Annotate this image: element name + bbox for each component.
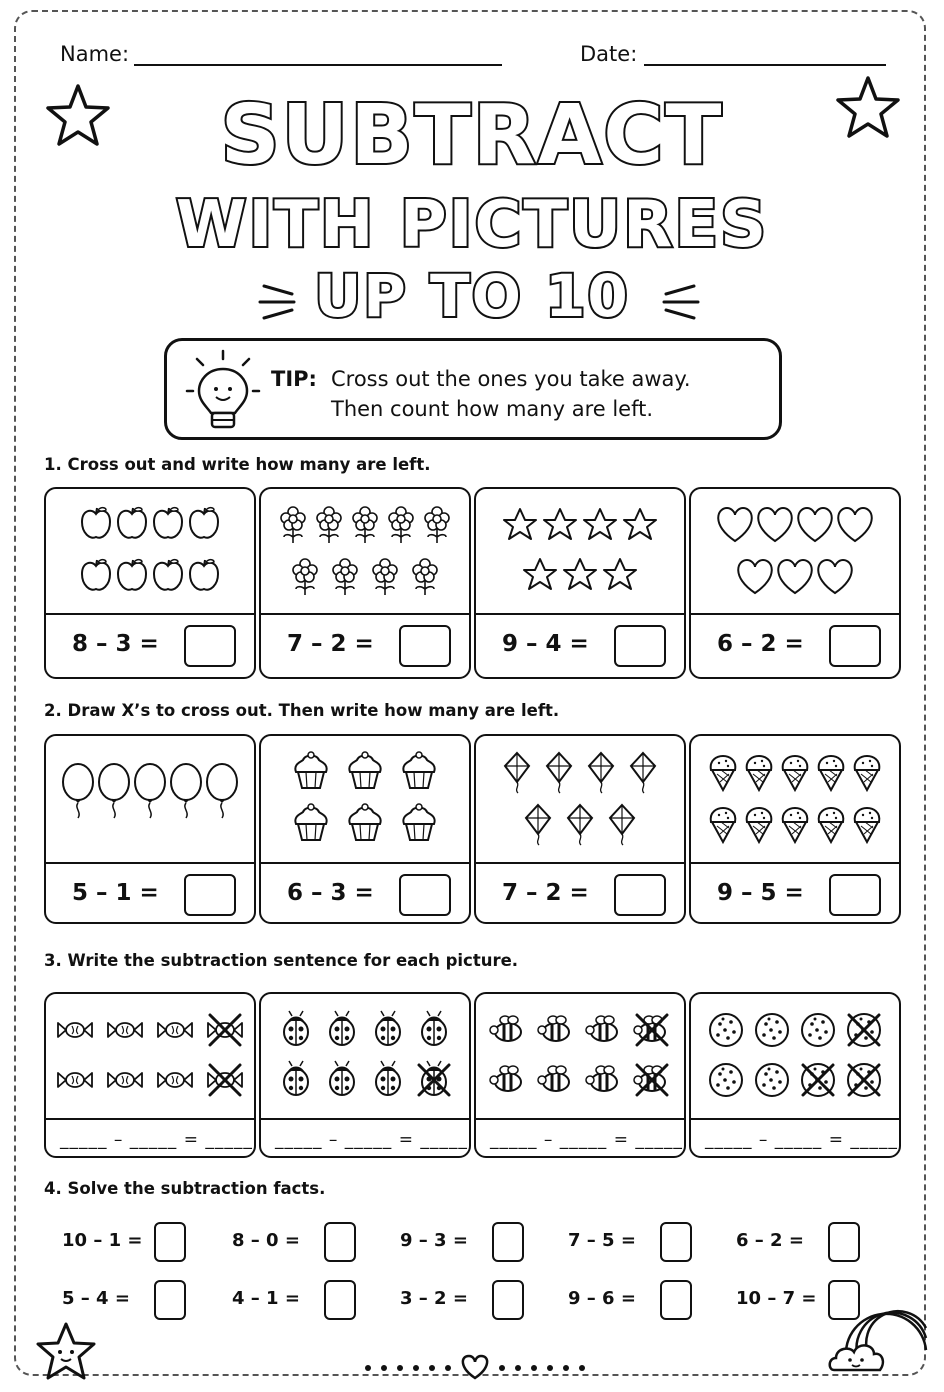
fact-answer-box[interactable]: [154, 1280, 186, 1320]
fact-answer-box[interactable]: [660, 1280, 692, 1320]
cupcake-icon: [403, 804, 434, 840]
candy-icon: [208, 1065, 242, 1095]
problem-card: [474, 734, 686, 924]
equation-text: 8 – 3 =: [72, 631, 159, 657]
problem-card: [259, 487, 471, 679]
answer-box[interactable]: [829, 625, 881, 667]
cupcake-icon: [295, 752, 326, 788]
problem-card: [44, 487, 256, 679]
fact-answer-box[interactable]: [154, 1222, 186, 1262]
cookie-icon: [710, 1014, 742, 1046]
problem-card: [44, 734, 256, 924]
apple-icon: [154, 508, 182, 538]
problem-card: [474, 992, 686, 1158]
candy-icon: [58, 1073, 92, 1087]
tip-box: [164, 338, 782, 440]
ladybug-icon: [422, 1011, 446, 1045]
bee-icon: [586, 1016, 617, 1041]
balloon-icon: [171, 764, 201, 818]
star-icon: [624, 509, 656, 539]
flower-icon: [389, 507, 413, 543]
problem-card: [689, 487, 901, 679]
picture-group[interactable]: [476, 736, 684, 862]
picture-group[interactable]: [476, 994, 684, 1118]
answer-box[interactable]: [184, 625, 236, 667]
candy-icon: [208, 1015, 242, 1045]
balloon-icon: [207, 764, 237, 818]
problem-card: [259, 734, 471, 924]
fact-answer-box[interactable]: [828, 1222, 860, 1262]
fact-answer-box[interactable]: [492, 1222, 524, 1262]
heart-icon: [758, 508, 792, 541]
tip-text-line-2: Then count how many are left.: [331, 397, 654, 421]
picture-group[interactable]: [691, 736, 899, 862]
picture-group[interactable]: [261, 736, 469, 862]
flower-icon: [317, 507, 341, 543]
fact-equation: 8 – 0 =: [232, 1230, 300, 1251]
candy-icon: [58, 1023, 92, 1037]
sentence-blanks[interactable]: _____ – _____ = _____: [275, 1130, 468, 1150]
ice-cream-icon: [855, 808, 880, 842]
card-divider: [46, 862, 254, 864]
ladybug-icon: [376, 1011, 400, 1045]
ladybug-icon: [419, 1061, 449, 1095]
fact-equation: 10 – 1 =: [62, 1230, 143, 1251]
cookie-icon: [756, 1064, 788, 1096]
ladybug-icon: [330, 1061, 354, 1095]
bee-icon: [634, 1065, 667, 1095]
name-line[interactable]: [134, 64, 502, 66]
apple-icon: [118, 508, 146, 538]
heart-icon: [778, 560, 812, 593]
section-3-heading: 3. Write the subtraction sentence for each picture.: [44, 951, 519, 970]
problem-card: [44, 992, 256, 1158]
problem-card: [689, 734, 901, 924]
balloon-icon: [99, 764, 129, 818]
balloon-icon: [63, 764, 93, 818]
ice-cream-icon: [711, 808, 736, 842]
section-4-heading: 4. Solve the subtraction facts.: [44, 1179, 326, 1198]
cupcake-icon: [349, 804, 380, 840]
title-line-1: SUBTRACT: [220, 88, 724, 183]
star-icon: [584, 509, 616, 539]
star-icon: [604, 559, 636, 589]
ice-cream-icon: [711, 756, 736, 790]
flower-icon: [333, 559, 357, 595]
picture-group[interactable]: [476, 489, 684, 613]
equation-text: 9 – 4 =: [502, 631, 589, 657]
sparkle-lines-icon: [256, 276, 306, 326]
candy-icon: [108, 1023, 142, 1037]
ice-cream-icon: [783, 756, 808, 790]
kite-icon: [610, 805, 634, 845]
sparkle-lines-icon: [652, 276, 702, 326]
candy-icon: [158, 1073, 192, 1087]
fact-equation: 4 – 1 =: [232, 1288, 300, 1309]
bee-icon: [634, 1015, 667, 1045]
star-icon: [524, 559, 556, 589]
section-2-heading: 2. Draw X’s to cross out. Then write how many are left.: [44, 701, 560, 720]
fact-answer-box[interactable]: [324, 1222, 356, 1262]
lightbulb-icon: [183, 347, 263, 437]
answer-box[interactable]: [829, 874, 881, 916]
rainbow-cloud-icon: [826, 1288, 930, 1378]
apple-icon: [190, 560, 218, 590]
fact-answer-box[interactable]: [660, 1222, 692, 1262]
date-line[interactable]: [644, 64, 886, 66]
ladybug-icon: [330, 1011, 354, 1045]
cupcake-icon: [295, 804, 326, 840]
balloon-icon: [135, 764, 165, 818]
card-divider: [476, 862, 684, 864]
apple-icon: [154, 560, 182, 590]
picture-group[interactable]: [691, 489, 899, 613]
heart-icon: [818, 560, 852, 593]
answer-box[interactable]: [614, 874, 666, 916]
equation-text: 9 – 5 =: [717, 880, 804, 906]
problem-card: [689, 992, 901, 1158]
picture-group[interactable]: [261, 489, 469, 613]
fact-equation: 10 – 7 =: [736, 1288, 817, 1309]
kite-icon: [547, 753, 571, 793]
tip-text-line-1: Cross out the ones you take away.: [331, 367, 691, 391]
picture-group[interactable]: [261, 994, 469, 1118]
ladybug-icon: [376, 1061, 400, 1095]
picture-group[interactable]: [46, 489, 254, 613]
cookie-icon: [848, 1064, 880, 1096]
bee-icon: [538, 1016, 569, 1041]
smiling-star-icon: [34, 1320, 98, 1384]
ladybug-icon: [284, 1011, 308, 1045]
fact-equation: 9 – 6 =: [568, 1288, 636, 1309]
ice-cream-icon: [819, 756, 844, 790]
flower-icon: [425, 507, 449, 543]
heart-icon: [718, 508, 752, 541]
name-label: Name:: [60, 42, 130, 66]
card-divider: [691, 613, 899, 615]
heart-icon: [738, 560, 772, 593]
apple-icon: [82, 560, 110, 590]
answer-box[interactable]: [399, 625, 451, 667]
equation-text: 6 – 3 =: [287, 880, 374, 906]
bee-icon: [538, 1066, 569, 1091]
sentence-blanks[interactable]: _____ – _____ = _____: [490, 1130, 683, 1150]
section-1-heading: 1. Cross out and write how many are left.: [44, 455, 431, 474]
apple-icon: [118, 560, 146, 590]
ice-cream-icon: [855, 756, 880, 790]
fact-equation: 5 – 4 =: [62, 1288, 130, 1309]
ice-cream-icon: [783, 808, 808, 842]
card-divider: [261, 862, 469, 864]
dots-heart-divider: [360, 1350, 590, 1380]
card-divider: [261, 613, 469, 615]
card-divider: [261, 1118, 469, 1120]
apple-icon: [190, 508, 218, 538]
card-divider: [691, 862, 899, 864]
card-divider: [46, 1118, 254, 1120]
cookie-icon: [802, 1064, 834, 1096]
card-divider: [46, 613, 254, 615]
flower-icon: [281, 507, 305, 543]
answer-box[interactable]: [184, 874, 236, 916]
card-divider: [476, 613, 684, 615]
candy-icon: [158, 1023, 192, 1037]
fact-equation: 9 – 3 =: [400, 1230, 468, 1251]
candy-icon: [108, 1073, 142, 1087]
flower-icon: [293, 559, 317, 595]
equation-text: 7 – 2 =: [502, 880, 589, 906]
equation-text: 7 – 2 =: [287, 631, 374, 657]
heart-icon: [838, 508, 872, 541]
problem-card: [259, 992, 471, 1158]
picture-group[interactable]: [46, 994, 254, 1118]
sentence-blanks[interactable]: _____ – _____ = _____: [60, 1130, 253, 1150]
apple-icon: [82, 508, 110, 538]
sentence-blanks[interactable]: _____ – _____ = _____: [705, 1130, 898, 1150]
star-icon: [564, 559, 596, 589]
fact-answer-box[interactable]: [324, 1280, 356, 1320]
title-line-3: UP TO 10: [314, 262, 630, 330]
answer-box[interactable]: [614, 625, 666, 667]
kite-icon: [568, 805, 592, 845]
title-line-2: WITH PICTURES: [175, 188, 769, 262]
fact-equation: 7 – 5 =: [568, 1230, 636, 1251]
kite-icon: [526, 805, 550, 845]
bee-icon: [586, 1066, 617, 1091]
fact-answer-box[interactable]: [492, 1280, 524, 1320]
equation-text: 6 – 2 =: [717, 631, 804, 657]
cookie-icon: [802, 1014, 834, 1046]
cupcake-icon: [403, 752, 434, 788]
answer-box[interactable]: [399, 874, 451, 916]
heart-icon: [798, 508, 832, 541]
picture-group[interactable]: [691, 994, 899, 1118]
cookie-icon: [710, 1064, 742, 1096]
tip-label: TIP:: [271, 367, 317, 391]
card-divider: [476, 1118, 684, 1120]
ice-cream-icon: [747, 808, 772, 842]
flower-icon: [373, 559, 397, 595]
kite-icon: [505, 753, 529, 793]
bee-icon: [490, 1066, 521, 1091]
problem-card: [474, 487, 686, 679]
card-divider: [691, 1118, 899, 1120]
star-icon: [504, 509, 536, 539]
flower-icon: [353, 507, 377, 543]
date-label: Date:: [580, 42, 638, 66]
ice-cream-icon: [747, 756, 772, 790]
star-icon: [544, 509, 576, 539]
equation-text: 5 – 1 =: [72, 880, 159, 906]
fact-equation: 6 – 2 =: [736, 1230, 804, 1251]
bee-icon: [490, 1016, 521, 1041]
cupcake-icon: [349, 752, 380, 788]
kite-icon: [589, 753, 613, 793]
flower-icon: [413, 559, 437, 595]
picture-group[interactable]: [46, 736, 254, 862]
cookie-icon: [848, 1014, 880, 1046]
cookie-icon: [756, 1014, 788, 1046]
ice-cream-icon: [819, 808, 844, 842]
kite-icon: [631, 753, 655, 793]
ladybug-icon: [284, 1061, 308, 1095]
fact-equation: 3 – 2 =: [400, 1288, 468, 1309]
